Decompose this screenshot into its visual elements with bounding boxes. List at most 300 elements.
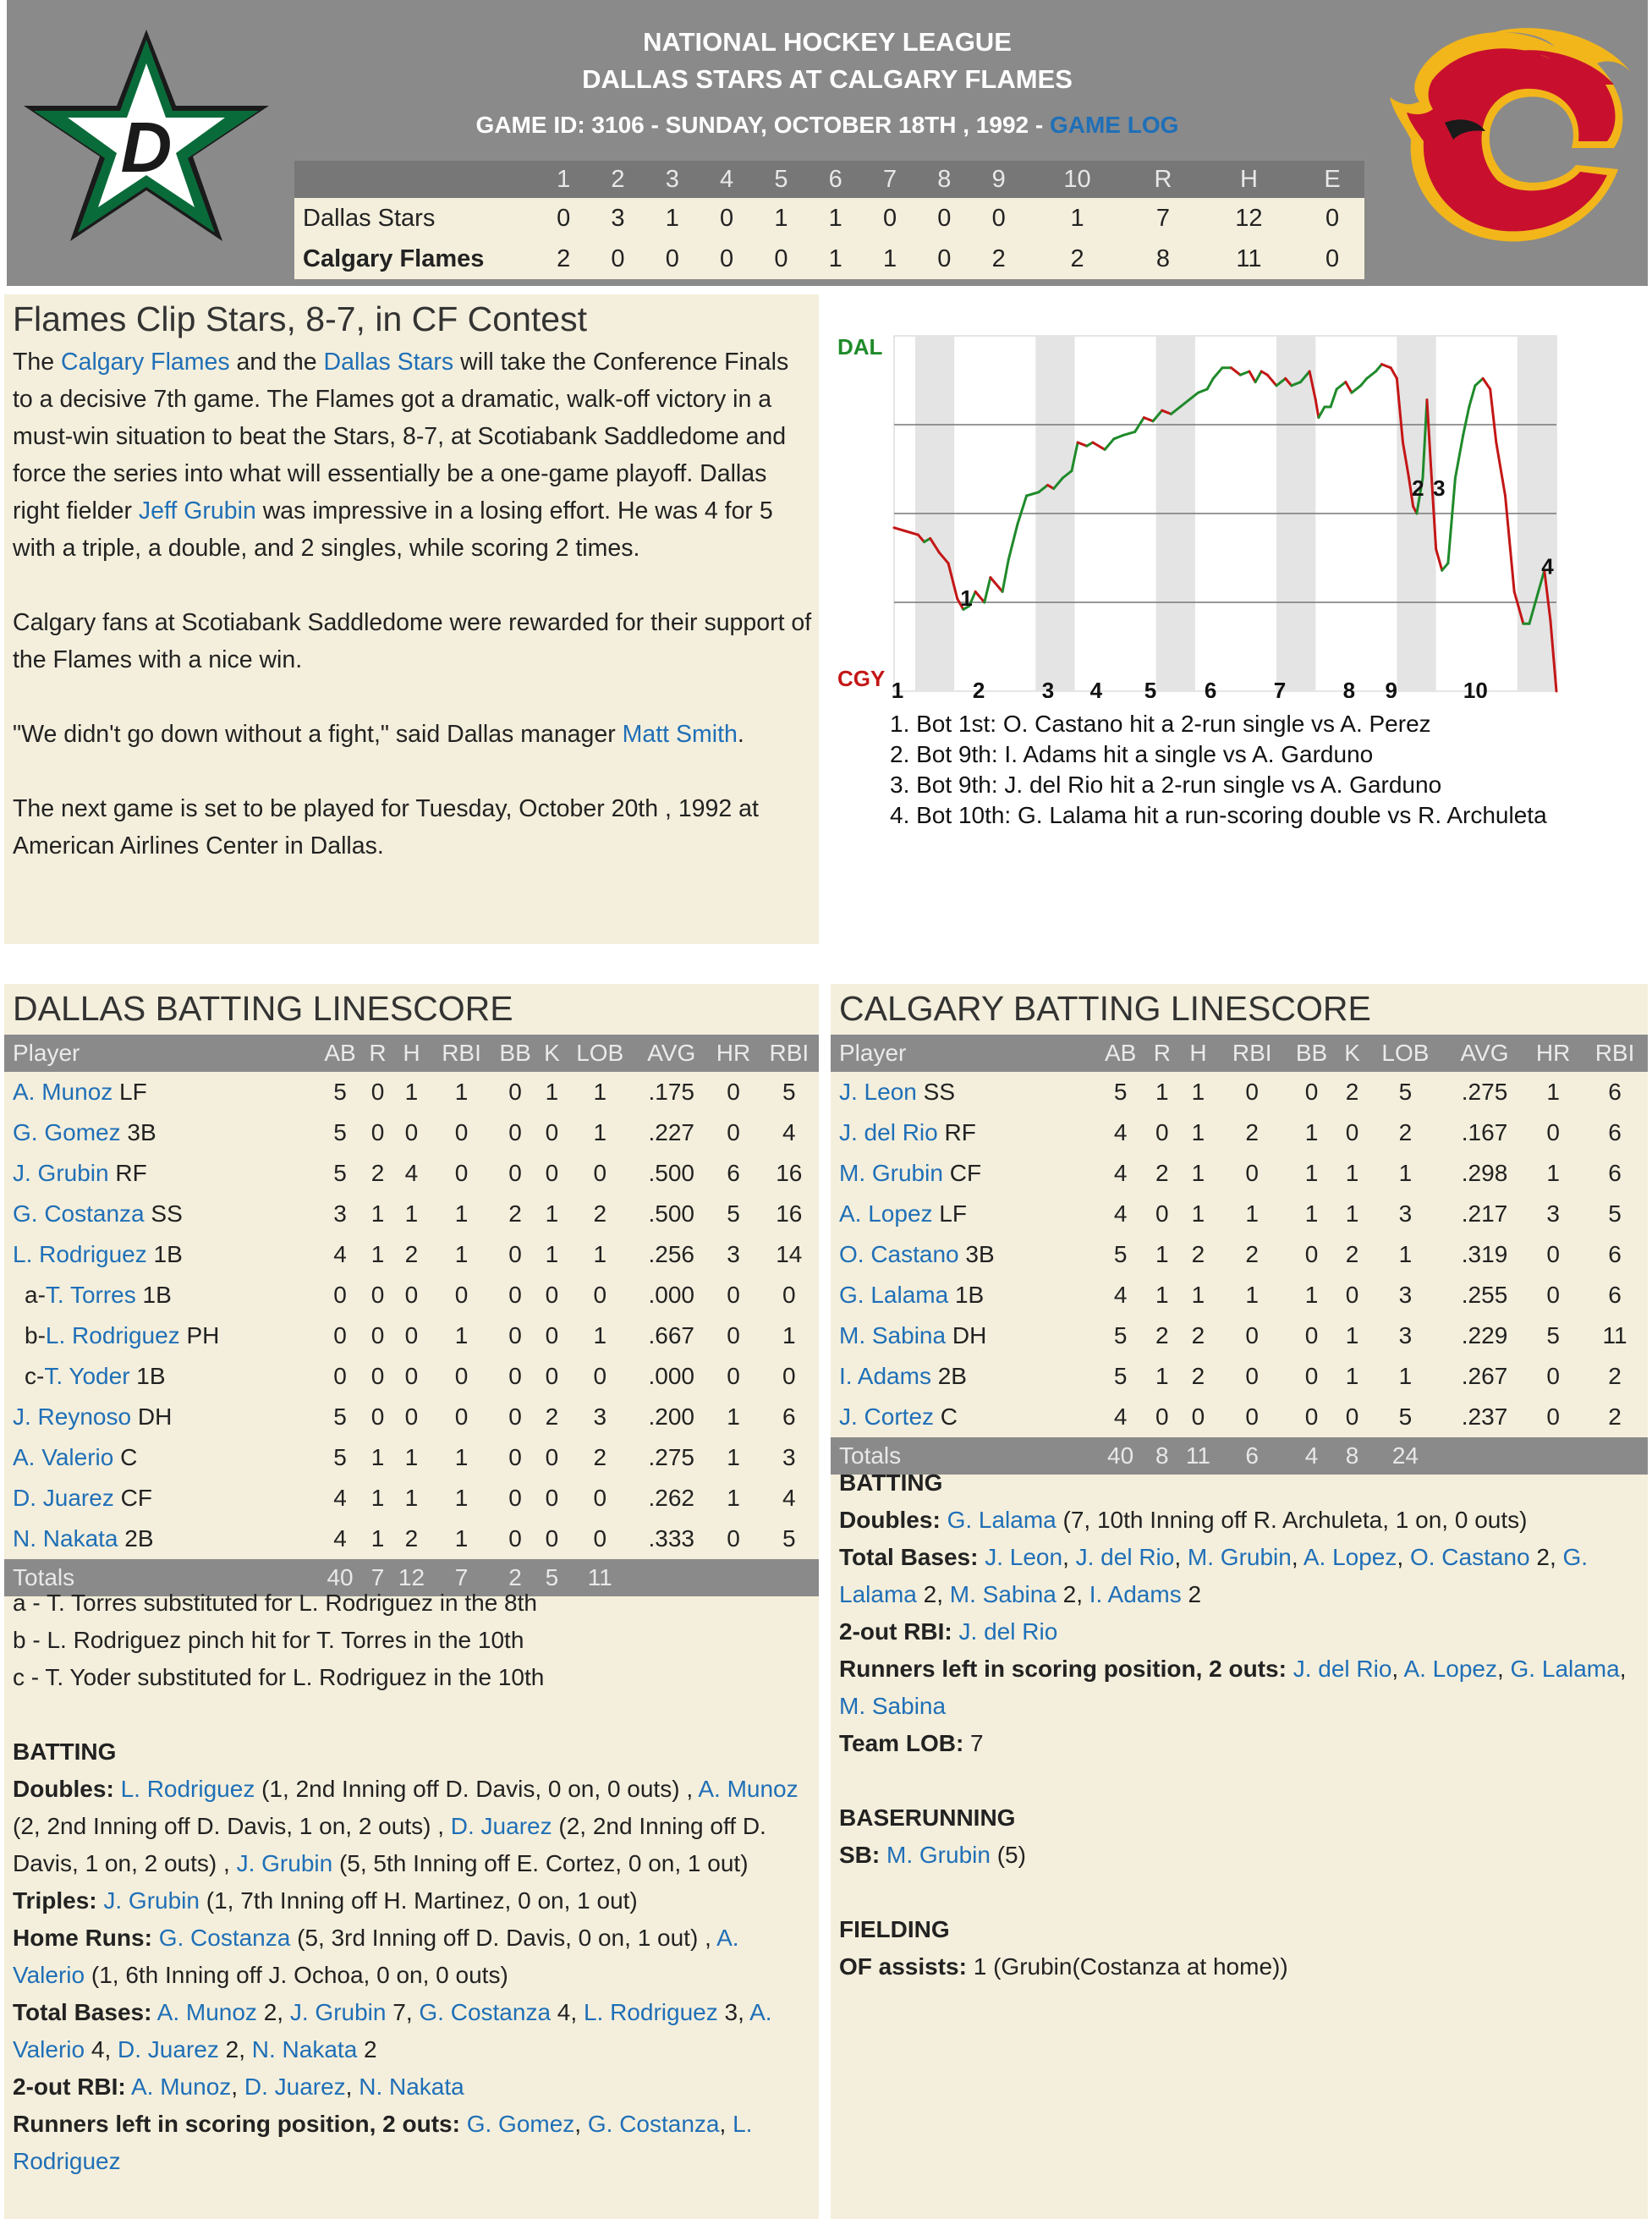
linescore-cell: 1 [645, 198, 700, 239]
stat-cell: .167 [1461, 1119, 1508, 1145]
linescore-cell: 1 [863, 239, 917, 279]
stat-cell: 1 [454, 1322, 469, 1348]
stat-cell: 1 [454, 1079, 469, 1105]
note-detail: 7 [963, 1730, 984, 1756]
stat-cell: 0 [545, 1485, 559, 1511]
player-link[interactable]: L. Rodriguez [13, 1241, 147, 1267]
player-link[interactable]: G. Lalama [1510, 1656, 1620, 1682]
totals-cell: 5 [539, 1559, 564, 1596]
story-text: will take the Conference Finals to a decisive 7th game. The Flames got a dramatic, walk-off victory in a must-win situation to beat the Stars, 8-7, at Scotiabank Saddledome and force the series into what will essentially be a one-game playoff. Dallas right fielder [13, 349, 789, 525]
table-row [4, 1315, 819, 1356]
key-play-item: 1. Bot 1st: O. Castano hit a 2-run single vs A. Perez [890, 711, 1431, 737]
stat-cell: .227 [648, 1119, 694, 1145]
stat-cell: 2 [1191, 1363, 1205, 1389]
table-row [4, 1478, 819, 1519]
key-play-item: 4. Bot 10th: G. Lalama hit a run-scoring double vs R. Archuleta [890, 802, 1547, 828]
player-link[interactable]: M. Sabina [839, 1322, 947, 1348]
stat-cell: 1 [1304, 1200, 1319, 1227]
linescore-col-header: 5 [754, 161, 808, 198]
play-marker: 2 [1412, 475, 1424, 501]
player-link[interactable]: M. Grubin [1187, 1544, 1292, 1570]
stat-cell: 1 [1345, 1160, 1359, 1186]
linescore-cell: 0 [972, 198, 1026, 239]
stat-cell: 1 [593, 1079, 607, 1105]
stat-cell: 0 [1304, 1363, 1319, 1389]
stat-cell: 1 [404, 1200, 419, 1227]
game-header [7, 0, 1648, 286]
totals-cell: 12 [392, 1559, 432, 1596]
player-link[interactable]: N. Nakata [359, 2073, 464, 2100]
player-link[interactable]: G. Costanza [587, 2111, 720, 2137]
table-row [4, 1356, 819, 1397]
stat-cell: 0 [370, 1119, 385, 1145]
stat-cell: 4 [1113, 1200, 1128, 1227]
stat-cell: 0 [508, 1525, 522, 1552]
stat-cell: 0 [1191, 1403, 1205, 1430]
fielding-header: FIELDING [839, 1916, 950, 1942]
stat-cell: 2 [593, 1444, 607, 1470]
note-detail: , [231, 2073, 244, 2100]
story-text: . [737, 721, 744, 748]
inning-tick-label: 7 [1273, 678, 1287, 698]
stat-cell: 0 [370, 1079, 385, 1105]
note-detail: 2, [218, 2036, 252, 2062]
stat-cell: 1 [545, 1079, 559, 1105]
game-id-text: GAME ID: 3106 - SUNDAY, OCTOBER 18TH , 1992 - [475, 112, 1050, 138]
player-position: 3B [120, 1119, 156, 1145]
stat-cell: 6 [1608, 1282, 1622, 1308]
stat-cell: 1 [370, 1241, 385, 1267]
column-header: AVG [1445, 1035, 1524, 1072]
table-row [831, 1194, 1648, 1234]
stat-cell: 5 [782, 1525, 796, 1552]
stat-cell: 1 [454, 1241, 469, 1267]
stat-cell: 1 [1345, 1363, 1359, 1389]
totals-cell: 11 [564, 1559, 635, 1596]
stat-cell: 0 [545, 1363, 559, 1389]
key-play-item: 3. Bot 9th: J. del Rio hit a 2-run single vs A. Garduno [890, 772, 1442, 798]
totals-cell: 8 [1338, 1437, 1366, 1475]
calgary-batting-title: CALGARY BATTING LINESCORE [839, 989, 1371, 1028]
table-row [831, 1234, 1648, 1275]
stat-cell: 4 [333, 1525, 347, 1552]
player-link[interactable]: J. Reynoso [13, 1403, 132, 1430]
player-link[interactable]: A. Munoz [13, 1079, 113, 1105]
player-link[interactable]: L. Rodriguez [13, 2111, 753, 2174]
player-link[interactable]: G. Costanza [13, 1200, 145, 1227]
note-label: Runners left in scoring position, 2 outs: [839, 1656, 1287, 1682]
player-link[interactable]: G. Costanza [158, 1925, 291, 1951]
player-link[interactable]: G. Lalama [839, 1282, 949, 1308]
inning-tick-label: 4 [1089, 678, 1103, 698]
story-paragraph: Calgary fans at Scotiabank Saddledome were rewarded for their support of the Flames with a nice win. [13, 609, 812, 673]
player-position: C [934, 1403, 958, 1430]
stat-cell: 2 [545, 1403, 559, 1430]
player-link[interactable]: M. Grubin [886, 1842, 991, 1868]
stat-cell: 3 [333, 1200, 347, 1227]
stat-cell: 3 [1398, 1282, 1413, 1308]
dallas-notes [13, 1585, 812, 2180]
player-cell [831, 1397, 1094, 1437]
player-link[interactable]: A. Lopez [1303, 1544, 1397, 1570]
note-detail: 2, [916, 1581, 950, 1607]
player-link[interactable]: M. Grubin [839, 1160, 943, 1186]
player-link[interactable]: J. del Rio [1075, 1544, 1175, 1570]
stat-cell: .000 [648, 1282, 694, 1308]
stat-cell: 1 [1191, 1160, 1205, 1186]
totals-cell: 7 [364, 1559, 391, 1596]
stat-cell: .217 [1461, 1200, 1508, 1227]
stat-cell: 0 [1155, 1119, 1169, 1145]
linescore-cell: 0 [754, 239, 808, 279]
player-position: C [113, 1444, 138, 1470]
stat-cell: 1 [404, 1444, 419, 1470]
player-link[interactable]: J. Leon [839, 1079, 917, 1105]
note-detail: , [1174, 1544, 1188, 1570]
table-row [4, 1072, 819, 1112]
inning-tick-label: 5 [1144, 678, 1157, 698]
stat-cell: 0 [545, 1525, 559, 1552]
stat-cell: 5 [782, 1079, 796, 1105]
total-bases-line [839, 1539, 1638, 1613]
league-title: NATIONAL HOCKEY LEAGUE [643, 27, 1012, 57]
note-detail: (1, 6th Inning off J. Ochoa, 0 on, 0 outs) [85, 1962, 508, 1988]
player-position: SS [144, 1200, 183, 1227]
stat-cell: 1 [404, 1079, 419, 1105]
player-link[interactable]: J. del Rio [958, 1618, 1058, 1645]
stat-cell: 0 [1304, 1079, 1319, 1105]
note-label: Doubles: [13, 1776, 114, 1802]
player-link[interactable]: I. Adams [1089, 1581, 1182, 1607]
stat-cell: 0 [1546, 1403, 1560, 1430]
totals-cell: 24 [1366, 1437, 1445, 1475]
linescore-cell: 2 [536, 239, 590, 279]
linescore-col-header [294, 161, 536, 198]
player-link[interactable]: I. Adams [839, 1363, 931, 1389]
player-link-jeff-grubin[interactable]: Jeff Grubin [138, 497, 256, 525]
column-header: K [1338, 1035, 1366, 1072]
two-out-rbi-line [839, 1613, 1638, 1651]
linescore-cell: 0 [863, 198, 917, 239]
player-link[interactable]: A. Valerio [13, 1925, 739, 1988]
player-cell [4, 1112, 316, 1153]
stat-cell: 1 [1191, 1079, 1205, 1105]
player-link[interactable]: J. Grubin [13, 1160, 109, 1186]
stat-cell: 5 [333, 1403, 347, 1430]
play-marker: 1 [960, 585, 973, 612]
stat-cell: 5 [333, 1160, 347, 1186]
stat-cell: 6 [1608, 1079, 1622, 1105]
linescore-col-header: 2 [590, 161, 645, 198]
stat-cell: 0 [454, 1403, 469, 1430]
player-link[interactable]: G. Costanza [419, 1999, 552, 2025]
player-link[interactable]: L. Rodriguez [45, 1322, 180, 1348]
note-label: Runners left in scoring position, 2 outs: [13, 2111, 460, 2137]
stat-cell: 5 [333, 1079, 347, 1105]
player-link[interactable]: G. Lalama [839, 1544, 1589, 1607]
column-header: HR [1524, 1035, 1582, 1072]
stat-cell: .333 [648, 1525, 694, 1552]
stat-cell: 4 [1113, 1119, 1128, 1145]
stat-cell: 0 [782, 1363, 796, 1389]
stat-cell: 2 [1608, 1403, 1622, 1430]
stat-cell: 0 [545, 1160, 559, 1186]
column-header: AB [1094, 1035, 1147, 1072]
linescore-team-name: Dallas Stars [294, 198, 536, 239]
player-position: 1B [146, 1241, 183, 1267]
stat-cell: 1 [370, 1200, 385, 1227]
stat-cell: 1 [370, 1444, 385, 1470]
stat-cell: 0 [508, 1403, 522, 1430]
linescore-cell: 8 [1128, 239, 1197, 279]
column-header: RBI [431, 1035, 491, 1072]
dallas-batting-table [4, 1035, 819, 1596]
inning-tick-label: 9 [1385, 678, 1397, 698]
story-text: The [13, 349, 62, 376]
stat-cell: .500 [648, 1160, 694, 1186]
player-position: DH [946, 1322, 987, 1348]
stat-cell: 1 [782, 1322, 796, 1348]
stat-cell: .267 [1461, 1363, 1508, 1389]
column-header: BB [491, 1035, 540, 1072]
calgary-batting-table [831, 1035, 1648, 1475]
player-link[interactable]: A. Valerio [13, 1444, 114, 1470]
player-link[interactable]: D. Juarez [13, 1485, 114, 1511]
bottom-team-label: CGY [837, 666, 886, 691]
note-detail: 2, [1056, 1581, 1089, 1607]
matchup-title: DALLAS STARS AT CALGARY FLAMES [582, 64, 1073, 94]
note-detail: 3, [717, 1999, 750, 2025]
note-detail: (1, 2nd Inning off D. Davis, 0 on, 0 outs) , [255, 1776, 699, 1802]
svg-text:D: D [120, 107, 173, 187]
linescore-cell: 7 [1128, 198, 1197, 239]
stat-cell: 1 [1304, 1282, 1319, 1308]
column-header: RBI [1582, 1035, 1648, 1072]
column-header: AVG [635, 1035, 707, 1072]
player-link[interactable]: A. Lopez [1403, 1656, 1497, 1682]
stat-cell: 5 [333, 1119, 347, 1145]
stat-cell: 1 [727, 1485, 740, 1511]
linescore-col-header: 8 [917, 161, 971, 198]
player-link[interactable]: J. Grubin [236, 1850, 333, 1876]
doubles-line [839, 1502, 1638, 1539]
stat-cell: 1 [1304, 1160, 1319, 1186]
stat-cell: 0 [1546, 1282, 1560, 1308]
player-position: RF [108, 1160, 147, 1186]
player-link[interactable]: A. Lopez [839, 1200, 933, 1227]
stat-cell: 5 [333, 1444, 347, 1470]
stat-cell: 1 [404, 1485, 419, 1511]
table-row [4, 1234, 819, 1275]
stat-cell: 2 [1191, 1322, 1205, 1348]
inning-tick-label: 3 [1041, 678, 1055, 698]
player-link[interactable]: N. Nakata [13, 1525, 118, 1552]
player-cell [4, 1194, 316, 1234]
player-cell [4, 1519, 316, 1559]
stat-cell: 5 [1113, 1241, 1128, 1267]
stat-cell: .000 [648, 1363, 694, 1389]
player-position: 2B [930, 1363, 967, 1389]
player-position: SS [916, 1079, 955, 1105]
table-row [831, 1275, 1648, 1315]
note-detail: 4, [551, 1999, 584, 2025]
player-link[interactable]: L. Rodriguez [583, 1999, 718, 2025]
stat-cell: 6 [1608, 1241, 1622, 1267]
player-link[interactable]: T. Yoder [44, 1363, 130, 1389]
linescore-cell: 11 [1198, 239, 1301, 279]
stat-cell: 1 [1191, 1282, 1205, 1308]
column-header: H [1177, 1035, 1220, 1072]
note-label: Team LOB: [839, 1730, 964, 1756]
stat-cell: 6 [782, 1403, 796, 1430]
player-link[interactable]: A. Munoz [131, 2073, 232, 2100]
stat-cell: 3 [593, 1403, 607, 1430]
player-link[interactable]: G. Gomez [466, 2111, 575, 2137]
stat-cell: 6 [1608, 1119, 1622, 1145]
linescore-cell: 0 [917, 198, 971, 239]
batting-header: BATTING [839, 1469, 943, 1496]
stat-cell: 6 [1608, 1160, 1622, 1186]
home-runs-line [13, 1920, 812, 1994]
stat-cell: .175 [648, 1079, 694, 1105]
player-link[interactable]: A. Valerio [13, 1999, 772, 2062]
game-log-link[interactable]: GAME LOG [1049, 112, 1179, 138]
table-header [831, 1035, 1648, 1072]
stat-cell: 0 [593, 1485, 607, 1511]
stat-cell: 0 [1345, 1403, 1359, 1430]
stat-cell: 0 [1304, 1403, 1319, 1430]
player-link[interactable]: J. del Rio [1293, 1656, 1392, 1682]
player-link[interactable]: D. Juarez [118, 2036, 219, 2062]
story-text: "We didn't go down without a fight," said Dallas manager [13, 721, 623, 748]
player-position: 1B [135, 1282, 172, 1308]
stat-cell: 0 [1546, 1363, 1560, 1389]
player-link[interactable]: O. Castano [839, 1241, 959, 1267]
linescore-row [294, 198, 1364, 239]
player-link[interactable]: D. Juarez [450, 1813, 552, 1839]
player-link[interactable]: J. del Rio [839, 1119, 938, 1145]
stat-cell: 0 [508, 1322, 522, 1348]
stat-cell: 1 [1245, 1200, 1259, 1227]
player-link[interactable]: O. Castano [1409, 1544, 1530, 1570]
stat-cell: 0 [1155, 1200, 1169, 1227]
stat-cell: 1 [1155, 1282, 1169, 1308]
triples-line [13, 1882, 812, 1920]
note-detail: 2 [1181, 1581, 1202, 1607]
stat-cell: 5 [1546, 1322, 1560, 1348]
stat-cell: 4 [333, 1241, 347, 1267]
player-link[interactable]: M. Sabina [839, 1693, 947, 1719]
stat-cell: 14 [776, 1241, 803, 1267]
stat-cell: 1 [1155, 1241, 1169, 1267]
note-detail: (2, 2nd Inning off D. Davis, 1 on, 2 outs) , [13, 1813, 766, 1876]
linescore-col-header: 6 [809, 161, 863, 198]
linescore-cell: 12 [1198, 198, 1301, 239]
column-header: LOB [564, 1035, 635, 1072]
stat-cell: 0 [454, 1282, 469, 1308]
note-detail: (5) [990, 1842, 1026, 1868]
player-cell [831, 1275, 1094, 1315]
stat-cell: 2 [1245, 1119, 1259, 1145]
table-row [831, 1356, 1648, 1397]
player-link[interactable]: J. Cortez [839, 1403, 935, 1430]
player-link[interactable]: A. Munoz [156, 1999, 257, 2025]
stat-cell: 1 [1345, 1322, 1359, 1348]
note-detail: , [1397, 1544, 1410, 1570]
player-cell [4, 1275, 316, 1315]
player-link[interactable]: L. Rodriguez [120, 1776, 255, 1802]
player-link[interactable]: J. Leon [985, 1544, 1063, 1570]
player-cell [831, 1315, 1094, 1356]
stat-cell: 4 [1113, 1403, 1128, 1430]
stat-cell: .256 [648, 1241, 694, 1267]
stat-cell: 0 [404, 1322, 419, 1348]
stat-cell: 0 [333, 1282, 347, 1308]
stat-cell: 2 [1245, 1241, 1259, 1267]
play-marker: 3 [1433, 475, 1446, 501]
player-cell [831, 1194, 1094, 1234]
player-link[interactable]: G. Gomez [13, 1119, 121, 1145]
note-label: OF assists: [839, 1953, 967, 1980]
note-detail: 1 (Grubin(Costanza at home)) [966, 1953, 1288, 1980]
player-link[interactable]: G. Lalama [947, 1507, 1057, 1533]
stat-cell: 11 [1602, 1322, 1627, 1348]
stat-cell: 0 [508, 1485, 522, 1511]
player-link[interactable]: A. Munoz [698, 1776, 799, 1802]
stat-cell: 5 [1113, 1079, 1128, 1105]
totals-cell: 2 [491, 1559, 540, 1596]
stat-cell: 16 [776, 1200, 803, 1227]
player-link[interactable]: T. Torres [45, 1282, 136, 1308]
stat-cell: 0 [1546, 1119, 1560, 1145]
team-link-dallas[interactable]: Dallas Stars [323, 349, 454, 376]
stat-cell: 0 [545, 1322, 559, 1348]
stat-cell: 1 [1398, 1241, 1413, 1267]
stat-cell: 0 [1245, 1403, 1259, 1430]
note-detail: , [1062, 1544, 1076, 1570]
table-row [831, 1072, 1648, 1112]
linescore-cell: 0 [917, 239, 971, 279]
team-link-calgary[interactable]: Calgary Flames [61, 349, 230, 376]
linescore-cell: 1 [1026, 198, 1129, 239]
stat-cell: 0 [593, 1525, 607, 1552]
stat-cell: 0 [593, 1160, 607, 1186]
manager-link-matt-smith[interactable]: Matt Smith [622, 721, 738, 748]
stat-cell: 1 [454, 1444, 469, 1470]
linescore-col-header: R [1128, 161, 1197, 198]
player-link[interactable]: N. Nakata [251, 2036, 358, 2062]
table-row [831, 1397, 1648, 1437]
stat-cell: 4 [1113, 1160, 1128, 1186]
stat-cell: 0 [545, 1444, 559, 1470]
linescore-cell: 0 [536, 198, 590, 239]
player-position: PH [179, 1322, 220, 1348]
stat-cell: 0 [593, 1282, 607, 1308]
story-headline: Flames Clip Stars, 8-7, in CF Contest [13, 299, 587, 338]
stat-cell: 1 [1546, 1079, 1560, 1105]
player-link[interactable]: J. Grubin [103, 1887, 200, 1914]
totals-cell: 40 [1094, 1437, 1147, 1475]
calgary-batting-panel [831, 984, 1648, 2219]
stat-cell: 0 [545, 1119, 559, 1145]
player-link[interactable]: M. Sabina [949, 1581, 1057, 1607]
stat-cell: .500 [648, 1200, 694, 1227]
player-link[interactable]: D. Juarez [244, 2073, 346, 2100]
stat-cell: 0 [508, 1241, 522, 1267]
game-linescore [294, 161, 1364, 279]
note-detail: , [1619, 1656, 1627, 1682]
player-link[interactable]: J. Grubin [289, 1999, 387, 2025]
